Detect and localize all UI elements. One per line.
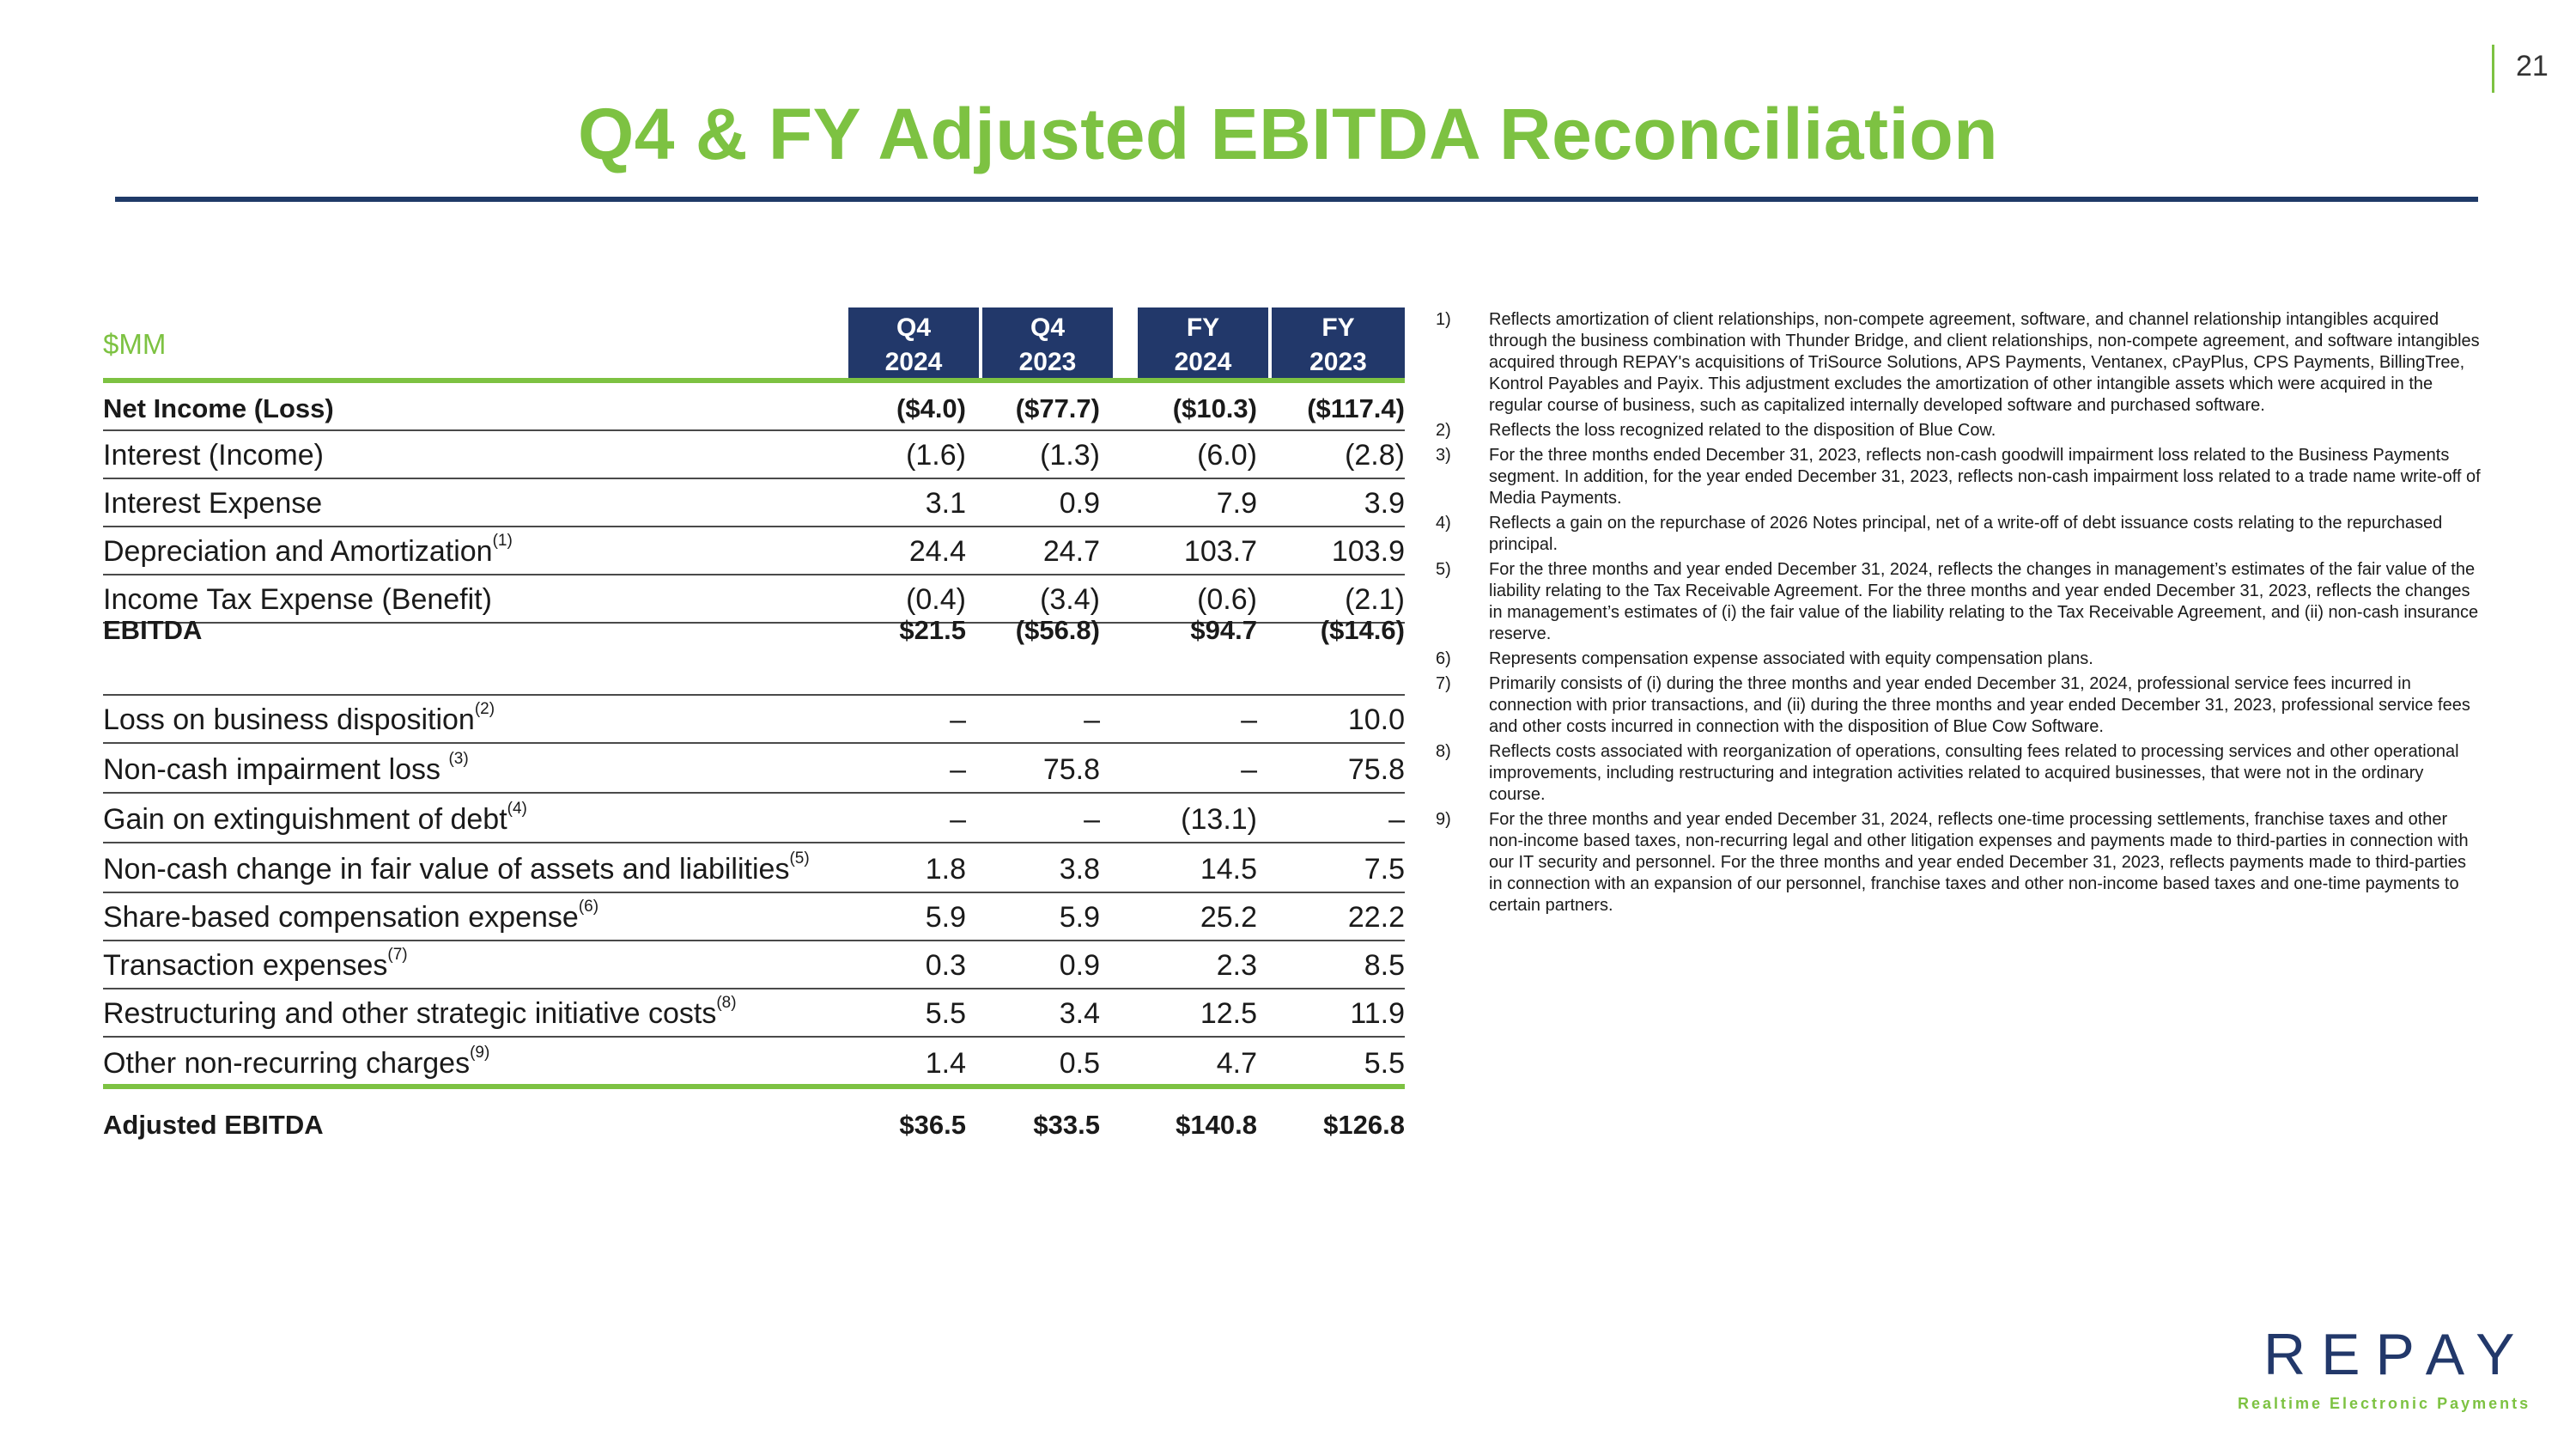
cell-q4-2024: 1.4: [925, 1047, 966, 1080]
page-number: 21: [2516, 50, 2549, 82]
cell-fy-2024: 7.9: [1216, 487, 1257, 520]
row-label: [103, 1044, 490, 1081]
cell-fy-2024: 103.7: [1183, 535, 1257, 568]
footnote-3: [1436, 445, 2483, 509]
row-label-text: Depreciation and Amortization: [103, 535, 493, 568]
cell-fy-2023: 3.9: [1364, 487, 1405, 520]
column-header-q4-2023: [982, 307, 1113, 380]
footnote-number: 6): [1436, 649, 1451, 668]
footnote-number: 9): [1436, 810, 1451, 829]
footnote-9: [1436, 809, 2483, 916]
footnote-ref: (4): [507, 800, 527, 818]
footnote-7: [1436, 673, 2483, 738]
column-header-year: 2024: [884, 348, 943, 376]
table-row-ebitda: [103, 613, 1405, 651]
footnote-text: Reflects a gain on the repurchase of 2026 Notes principal, net of a write-off of debt issuance costs relating to the repurchased principal.: [1489, 514, 2443, 554]
footnote-8: [1436, 741, 2483, 806]
cell-q4-2023: –: [1084, 803, 1100, 836]
cell-q4-2024: 0.3: [925, 949, 966, 982]
cell-q4-2024: (0.4): [906, 583, 966, 616]
cell-q4-2023: 5.9: [1059, 901, 1100, 934]
cell-fy-2023: 103.9: [1331, 535, 1405, 568]
footnote-2: [1436, 420, 2483, 441]
footnote-text: Reflects the loss recognized related to the disposition of Blue Cow.: [1489, 421, 1996, 440]
cell-fy-2023: 5.5: [1364, 1047, 1405, 1080]
table-row-fair-value-change: [103, 845, 1405, 893]
cell-fy-2024: 25.2: [1200, 901, 1257, 934]
row-label-text: Gain on extinguishment of debt: [103, 803, 507, 836]
table-row-adjusted-ebitda: [103, 1098, 1405, 1146]
table-row-share-based-compensation: [103, 893, 1405, 941]
table-row-restructuring-costs: [103, 989, 1405, 1038]
cell-fy-2024: $94.7: [1190, 615, 1257, 645]
footnote-number: 8): [1436, 742, 1451, 761]
column-header-year: 2023: [1309, 348, 1367, 376]
footnote-text: Reflects costs associated with reorganization of operations, consulting fees related to processing services and other operational improvements, including restructuring and integration activities related to acquired businesses, that were not in the ordinary course.: [1489, 742, 2459, 804]
row-label: [103, 994, 737, 1031]
cell-fy-2023: 11.9: [1350, 997, 1405, 1030]
cell-fy-2024: 14.5: [1200, 853, 1257, 886]
page-title: Q4 & FY Adjusted EBITDA Reconciliation: [577, 94, 1999, 174]
cell-q4-2023: 0.9: [1059, 487, 1100, 520]
footnote-4: [1436, 513, 2483, 556]
cell-q4-2024: 24.4: [908, 535, 966, 568]
row-label: [103, 946, 408, 983]
row-label: Income Tax Expense (Benefit): [103, 583, 492, 616]
cell-q4-2024: $36.5: [899, 1110, 966, 1140]
footnote-number: 5): [1436, 560, 1451, 579]
row-label: [103, 898, 599, 935]
footnote-text: Reflects amortization of client relationships, non-compete agreement, software, and channel relationship intangibles acquired through the business combination with Thunder Bridge, and client relationships, non-compete agreement, and software intangibles acquired through REPAY's acquisitions of TriSource Solutions, APS Payments, Ventanex, cPayPlus, CPS Payments, BillingTree, Kontrol Payables and Payix. This adjustment excludes the amortization of other intangible assets which were acquired in the regular course of business, such as capitalized internally developed software and purchased software.: [1489, 310, 2480, 415]
cell-fy-2023: 22.2: [1347, 901, 1405, 934]
footnote-ref: (5): [789, 849, 810, 868]
cell-fy-2024: (6.0): [1197, 439, 1257, 472]
cell-q4-2024: –: [950, 803, 966, 836]
logo-tagline: Realtime Electronic Payments: [2238, 1395, 2531, 1412]
row-label: [103, 700, 495, 737]
cell-q4-2024: ($4.0): [896, 393, 966, 423]
row-label: Interest (Income): [103, 439, 324, 472]
footnote-ref: (2): [474, 700, 495, 718]
row-label: [103, 532, 513, 569]
cell-q4-2023: $33.5: [1033, 1110, 1100, 1140]
cell-q4-2023: ($56.8): [1015, 615, 1100, 645]
cell-fy-2024: 4.7: [1216, 1047, 1257, 1080]
cell-q4-2024: 5.5: [925, 997, 966, 1030]
column-header-q4-2024: [848, 307, 979, 380]
row-label: EBITDA: [103, 615, 203, 645]
footnote-ref: (1): [492, 532, 513, 550]
cell-fy-2024: –: [1241, 753, 1257, 786]
cell-fy-2023: ($117.4): [1307, 393, 1405, 423]
cell-q4-2024: 5.9: [925, 901, 966, 934]
column-header-period: FY: [1321, 314, 1355, 342]
cell-fy-2023: ($14.6): [1320, 615, 1405, 645]
cell-fy-2023: 8.5: [1364, 949, 1405, 982]
table-row-interest-income: [103, 431, 1405, 479]
footnote-ref: (7): [387, 946, 408, 964]
footnote-5: [1436, 559, 2483, 645]
row-label: Net Income (Loss): [103, 393, 334, 423]
cell-fy-2024: ($10.3): [1172, 393, 1257, 423]
cell-fy-2024: 12.5: [1200, 997, 1257, 1030]
table-row-spacer: [103, 651, 1405, 696]
footnote-text: For the three months and year ended December 31, 2024, reflects the changes in management’s estimates of the fair value of the liability relating to the Tax Receivable Agreement. For the three months and year ended December 31, 2023, reflects the changes in management’s estimates of (i) the fair value of the liability relating to the Tax Receivable Agreement, and (ii) non-cash insurance reserve.: [1489, 560, 2479, 643]
table-row-transaction-expenses: [103, 941, 1405, 989]
cell-fy-2024: (0.6): [1197, 583, 1257, 616]
footnote-1: [1436, 309, 2483, 417]
footnote-text: Represents compensation expense associated with equity compensation plans.: [1489, 649, 2093, 668]
page-number-divider: [2492, 45, 2494, 93]
column-header-year: 2024: [1174, 348, 1232, 376]
column-header-period: Q4: [896, 314, 932, 342]
footnote-ref: (3): [448, 750, 469, 768]
footnote-number: 2): [1436, 421, 1451, 440]
row-label: [103, 750, 469, 787]
table-row-loss-business-disposition: [103, 696, 1405, 744]
cell-q4-2024: 3.1: [925, 487, 966, 520]
cell-q4-2024: (1.6): [906, 439, 966, 472]
cell-q4-2024: $21.5: [899, 615, 966, 645]
footnote-ref: (8): [716, 994, 737, 1012]
row-label-text: Restructuring and other strategic initiative costs: [103, 997, 717, 1030]
cell-fy-2023: –: [1388, 803, 1405, 836]
table-row-impairment-loss: [103, 746, 1405, 794]
column-header-period: Q4: [1030, 314, 1066, 342]
table-row-interest-expense: [103, 479, 1405, 527]
cell-fy-2023: (2.8): [1345, 439, 1405, 472]
table-total-rule: [103, 1084, 1405, 1089]
table-row-net-income: [103, 383, 1405, 431]
row-label-text: Other non-recurring charges: [103, 1047, 471, 1080]
cell-fy-2024: $140.8: [1176, 1110, 1257, 1140]
cell-q4-2023: 0.9: [1059, 949, 1100, 982]
row-label-text: Transaction expenses: [103, 949, 388, 982]
cell-fy-2023: 75.8: [1347, 753, 1405, 786]
row-label-text: Share-based compensation expense: [103, 901, 579, 934]
column-header-fy-2024: [1138, 307, 1268, 380]
cell-q4-2023: ($77.7): [1015, 393, 1100, 423]
row-label-text: Non-cash change in fair value of assets and liabilities: [103, 853, 790, 886]
cell-q4-2023: 0.5: [1059, 1047, 1100, 1080]
footnote-number: 3): [1436, 446, 1451, 465]
footnote-number: 7): [1436, 674, 1451, 693]
row-label: Adjusted EBITDA: [103, 1110, 324, 1140]
table-row-gain-extinguishment-debt: [103, 795, 1405, 843]
cell-q4-2023: (3.4): [1040, 583, 1100, 616]
cell-fy-2024: (13.1): [1181, 803, 1257, 836]
cell-q4-2023: 3.4: [1059, 997, 1100, 1030]
unit-label: $MM: [103, 328, 167, 360]
cell-fy-2023: 7.5: [1364, 853, 1405, 886]
footnote-text: Primarily consists of (i) during the three months and year ended December 31, 2024, professional service fees incurred in connection with prior transactions, and (ii) during the three months and year ended December 31, 2023, professional service fees and other costs incurred in connection with the disposition of Blue Cow Software.: [1489, 674, 2470, 736]
cell-fy-2024: –: [1241, 703, 1257, 736]
cell-fy-2023: $126.8: [1323, 1110, 1405, 1140]
cell-fy-2023: 10.0: [1347, 703, 1405, 736]
cell-fy-2024: 2.3: [1216, 949, 1257, 982]
footnote-number: 1): [1436, 310, 1451, 329]
cell-q4-2023: 24.7: [1042, 535, 1100, 568]
row-label-text: Non-cash impairment loss: [103, 753, 449, 786]
row-label: [103, 849, 810, 886]
footnote-number: 4): [1436, 514, 1451, 533]
row-label: Interest Expense: [103, 487, 323, 520]
row-label-text: Loss on business disposition: [103, 703, 475, 736]
cell-q4-2024: –: [950, 753, 966, 786]
cell-q4-2023: –: [1084, 703, 1100, 736]
row-label: [103, 800, 527, 837]
footnotes: [1436, 309, 2483, 920]
footnote-6: [1436, 648, 2483, 670]
cell-q4-2024: –: [950, 703, 966, 736]
column-header-period: FY: [1186, 314, 1220, 342]
footnote-text: For the three months and year ended December 31, 2024, reflects one-time processing settlements, franchise taxes and other non-income based taxes, non-recurring legal and other litigation expenses and payments made to third-parties in connection with our IT security and personnel. For the three months and year ended December 31, 2023, reflects payments made to third-parties in connection with an expansion of our personnel, franchise taxes and other non-income based taxes and one-time payments to certain partners.: [1489, 810, 2469, 915]
cell-q4-2023: (1.3): [1040, 439, 1100, 472]
cell-q4-2023: 3.8: [1059, 853, 1100, 886]
title-divider: [115, 197, 2478, 202]
cell-q4-2023: 75.8: [1042, 753, 1100, 786]
footnote-ref: (6): [578, 898, 599, 916]
cell-fy-2023: (2.1): [1345, 583, 1405, 616]
table-row-depreciation-amortization: [103, 527, 1405, 575]
repay-logo: REPAY: [2263, 1322, 2530, 1387]
footnote-text: For the three months ended December 31, 2023, reflects non-cash goodwill impairment loss related to the Business Payments segment. In addition, for the year ended December 31, 2023, reflects non-cash impairment loss related to a trade name write-off of Media Payments.: [1489, 446, 2481, 508]
cell-q4-2024: 1.8: [925, 853, 966, 886]
column-header-year: 2023: [1018, 348, 1077, 376]
column-header-fy-2023: [1272, 307, 1405, 380]
footnote-ref: (9): [470, 1044, 490, 1062]
table-row-other-non-recurring: [103, 1038, 1405, 1086]
